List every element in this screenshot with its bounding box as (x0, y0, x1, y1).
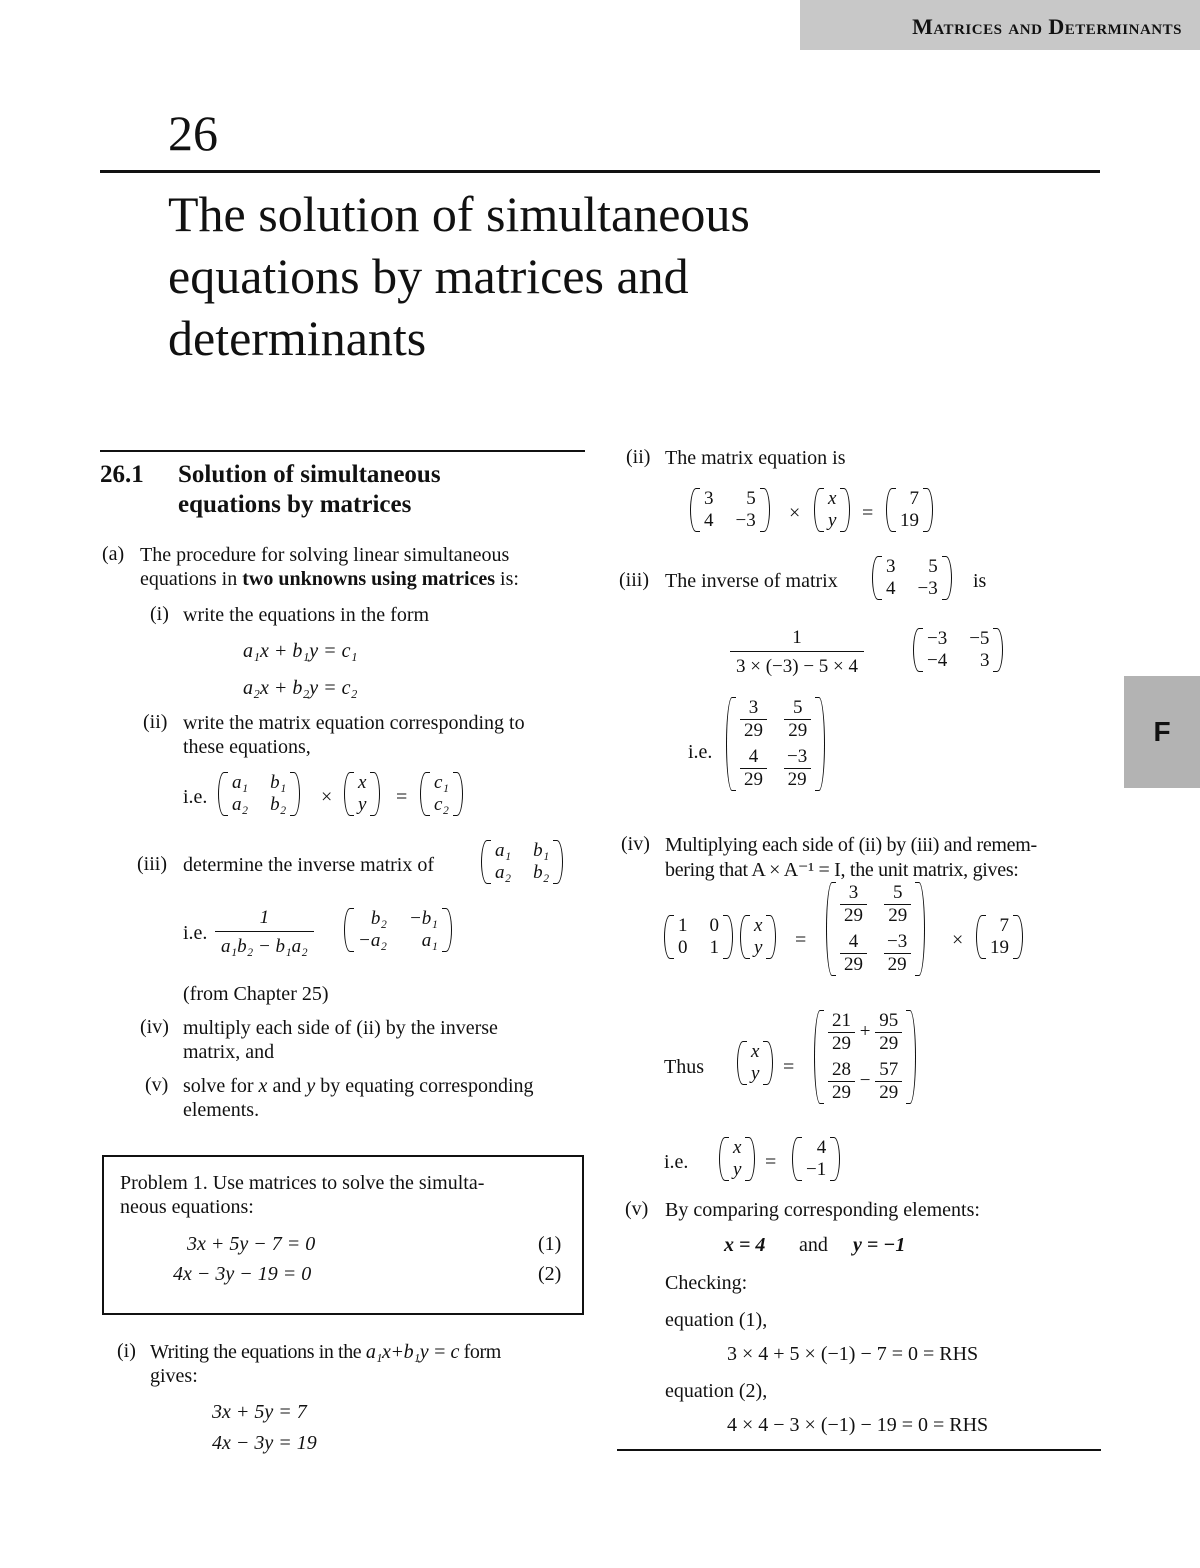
matrix-cell: x (828, 488, 837, 509)
constants-vector (886, 488, 933, 532)
times-sign: × (789, 502, 801, 524)
chapter-title (168, 183, 1068, 369)
matrix-cell: 4 (886, 578, 896, 599)
matrix-cell: 5 (928, 556, 938, 577)
matrix-cell: b₂ (533, 862, 550, 883)
step-text: write the matrix equation corresponding to (183, 712, 525, 734)
ie-label: i.e. (183, 922, 208, 944)
plus-sign: + (859, 1020, 871, 1042)
answer-and: and (799, 1234, 828, 1256)
fraction-numerator: 4 (748, 746, 759, 767)
item-label-a: (a) (102, 543, 125, 565)
fraction-numerator: 3 (848, 882, 859, 903)
matrix-cell: b₁ (533, 840, 550, 861)
fraction-denominator: 29 (784, 768, 811, 791)
matrix-fraction (884, 882, 911, 927)
step-label: (i) (117, 1340, 136, 1362)
solution-equation: 4x − 3y = 19 (212, 1432, 317, 1454)
step-label: (i) (150, 603, 169, 625)
general-equation: a₁x + b₁y = c₁ (243, 640, 358, 662)
checking-label: Checking: (665, 1272, 748, 1294)
result-vector (792, 1137, 840, 1181)
text-run: solve for (183, 1075, 259, 1097)
chapter-rule (100, 170, 1100, 173)
minus-sign: − (859, 1069, 871, 1091)
inverse-matrix (726, 697, 825, 791)
problem-statement: neous equations: (120, 1196, 254, 1218)
check-equation: 4 × 4 − 3 × (−1) − 19 = 0 = RHS (727, 1414, 989, 1436)
chapter-title-line: equations by matrices and (168, 248, 689, 304)
matrix-cell: 7 (999, 915, 1009, 936)
sum-vector (814, 1010, 916, 1104)
step-text: these equations, (183, 736, 311, 758)
constants-vector (420, 772, 463, 816)
matrix-cell: a₁ (232, 772, 249, 793)
matrix-cell: −5 (969, 628, 990, 649)
step-text (183, 1074, 534, 1098)
matrix-cell: 0 (709, 915, 719, 936)
matrix-fraction (784, 697, 811, 742)
thus-label: Thus (664, 1056, 704, 1078)
matrix-fraction (840, 931, 867, 976)
equals-sign: = (783, 1056, 795, 1078)
fraction-numerator: 28 (832, 1059, 851, 1080)
fraction-numerator: −3 (787, 746, 808, 767)
coefficient-matrix (690, 488, 770, 532)
fraction-denominator: 29 (828, 1032, 855, 1055)
matrix-cell: a₁ (421, 930, 438, 951)
matrix-cell: x (358, 772, 367, 793)
coefficient-matrix (872, 556, 952, 600)
fraction-denominator: 29 (740, 768, 767, 791)
matrix-cell: c₂ (434, 794, 450, 815)
step-label: (ii) (143, 711, 168, 733)
matrix-cell: −3 (735, 510, 756, 531)
matrix-cell: b₁ (270, 772, 287, 793)
sum-row (828, 1059, 902, 1104)
fraction-denominator: a₁b₂ − b₁a₂ (215, 931, 314, 960)
emphasis-text: two unknowns using matrices (242, 568, 496, 590)
fraction-numerator: 1 (259, 907, 270, 928)
fraction-denominator: 29 (840, 904, 867, 927)
equals-sign: = (765, 1151, 777, 1173)
matrix-cell: b₂ (370, 908, 387, 929)
fraction-numerator: 57 (879, 1059, 899, 1080)
matrix-fraction (783, 746, 811, 791)
fraction-denominator: 3 × (−3) − 5 × 4 (730, 651, 864, 680)
answer-y: y = −1 (853, 1234, 906, 1256)
step-text: matrix, and (183, 1041, 275, 1063)
section-number: 26.1 (100, 461, 144, 488)
equals-sign: = (795, 929, 807, 951)
ie-label: i.e. (664, 1151, 689, 1173)
step-label: (ii) (626, 446, 651, 468)
fraction-numerator: 21 (832, 1010, 851, 1031)
chapter-number: 26 (168, 105, 218, 161)
matrix-fraction (740, 746, 767, 791)
matrix-cell: 19 (900, 510, 919, 531)
matrix-cell: a₂ (232, 794, 249, 815)
column-end-rule (617, 1449, 1101, 1451)
step-label: (v) (145, 1074, 169, 1096)
problem-equation: 4x − 3y − 19 = 0 (173, 1263, 312, 1285)
variable: x (258, 1075, 268, 1097)
chapter-reference: (from Chapter 25) (183, 983, 329, 1005)
ie-label: i.e. (183, 786, 208, 808)
step-text: multiply each side of (ii) by the inverse (183, 1017, 498, 1039)
matrix-cell: a₂ (495, 862, 512, 883)
step-text: determine the inverse matrix of (183, 854, 435, 876)
step-text: is (973, 570, 987, 592)
fraction-numerator: 95 (879, 1010, 899, 1031)
matrix-fraction (883, 931, 911, 976)
fraction-denominator: 29 (784, 719, 811, 742)
unknowns-vector (814, 488, 850, 532)
fraction-numerator: 4 (848, 931, 859, 952)
section-title-line: Solution of simultaneous (178, 461, 441, 488)
section-title-line: equations by matrices (178, 491, 412, 518)
inverse-scalar (730, 625, 864, 680)
times-sign: × (952, 929, 964, 951)
constants-vector (976, 915, 1023, 959)
coefficient-matrix (481, 840, 563, 884)
math-run: a₁x+b₁y = c (365, 1341, 460, 1363)
fraction-numerator: 1 (792, 627, 802, 648)
step-text: The matrix equation is (665, 447, 846, 469)
matrix-cell: 0 (678, 937, 688, 958)
text-run: and (267, 1075, 307, 1097)
text-run: is: (495, 568, 519, 590)
equation-tag: (1) (538, 1233, 562, 1255)
fraction-denominator: 29 (840, 953, 867, 976)
matrix-fraction (840, 882, 867, 927)
unknowns-vector (740, 915, 776, 959)
matrix-cell: 19 (990, 937, 1009, 958)
matrix-cell: y (754, 937, 763, 958)
equals-sign: = (862, 502, 874, 524)
matrix-cell: 5 (746, 488, 756, 509)
matrix-cell: c₁ (434, 772, 450, 793)
step-text: elements. (183, 1099, 260, 1121)
step-label: (iii) (137, 853, 167, 875)
unknowns-vector (719, 1137, 755, 1181)
solution-equation: 3x + 5y = 7 (212, 1401, 307, 1423)
matrix-cell: 3 (704, 488, 714, 509)
unknowns-vector (737, 1041, 773, 1085)
matrix-cell: 7 (909, 488, 919, 509)
matrix-cell: 1 (678, 915, 688, 936)
matrix-cell: y (733, 1159, 742, 1180)
equation-tag: (2) (538, 1263, 562, 1285)
step-text: The inverse of matrix (665, 570, 838, 592)
fraction-numerator: −3 (887, 931, 908, 952)
running-header (800, 0, 1200, 50)
fraction-denominator: 29 (875, 1081, 902, 1104)
matrix-cell: 4 (704, 510, 714, 531)
step-label: (iv) (140, 1016, 169, 1038)
adjoint-matrix (913, 628, 1003, 672)
check-equation-label: equation (1), (665, 1309, 768, 1331)
matrix-cell: −3 (927, 628, 948, 649)
general-equation: a₂x + b₂y = c₂ (243, 677, 358, 699)
fraction-denominator: 29 (884, 953, 911, 976)
step-text: Multiplying each side of (ii) by (iii) and remem- (665, 834, 1037, 856)
matrix-cell: x (733, 1137, 742, 1158)
step-text: bering that A × A⁻¹ = I, the unit matrix, gives: (665, 859, 1019, 881)
procedure-text: The procedure for solving linear simultaneous (140, 544, 510, 566)
check-equation-label: equation (2), (665, 1380, 768, 1402)
chapter-title-line: determinants (168, 310, 427, 366)
matrix-cell: 3 (979, 650, 990, 671)
section-tab (1124, 676, 1200, 788)
step-label: (iv) (621, 833, 650, 855)
text-run: by equating corresponding (315, 1075, 534, 1097)
matrix-cell: −1 (806, 1159, 827, 1180)
running-title: Matrices and Determinants (912, 14, 1182, 39)
fraction-denominator: 29 (875, 1032, 902, 1055)
section-title (178, 460, 578, 520)
text-run: Writing the equations in the (150, 1341, 366, 1363)
fraction-denominator: 29 (740, 719, 767, 742)
unknowns-vector (344, 772, 380, 816)
matrix-cell: −3 (917, 578, 938, 599)
matrix-cell: y (358, 794, 367, 815)
fraction-denominator: 29 (828, 1081, 855, 1104)
matrix-cell: a₁ (495, 840, 512, 861)
matrix-cell: y (751, 1063, 760, 1084)
matrix-cell: x (754, 915, 763, 936)
coefficient-matrix (218, 772, 300, 816)
variable: y (306, 1075, 316, 1097)
section-tab-letter: F (1153, 716, 1171, 747)
ie-label: i.e. (688, 741, 713, 763)
procedure-text (140, 567, 519, 591)
inverse-scalar (215, 905, 314, 960)
step-label: (v) (625, 1198, 649, 1220)
matrix-cell: −b₁ (408, 908, 438, 929)
step-text: write the equations in the form (183, 604, 430, 626)
matrix-cell: x (751, 1041, 760, 1062)
matrix-fraction (828, 1059, 855, 1104)
text-run: form (459, 1341, 501, 1363)
matrix-fraction (875, 1010, 902, 1055)
section-rule (100, 450, 585, 452)
step-text: By comparing corresponding elements: (665, 1199, 980, 1221)
matrix-cell: b₂ (270, 794, 287, 815)
fraction-numerator: 5 (792, 697, 803, 718)
matrix-fraction (740, 697, 767, 742)
inverse-matrix (826, 882, 925, 976)
fraction-numerator: 5 (892, 882, 903, 903)
fraction-denominator: 29 (884, 904, 911, 927)
fraction-numerator: 3 (748, 697, 759, 718)
equals-sign: = (396, 786, 408, 808)
times-sign: × (321, 786, 333, 808)
identity-matrix (664, 915, 733, 959)
answer-x: x = 4 (724, 1234, 766, 1256)
step-text: gives: (150, 1365, 198, 1387)
step-label: (iii) (619, 569, 649, 591)
inverse-matrix (344, 908, 452, 952)
matrix-fraction (875, 1059, 902, 1104)
check-equation: 3 × 4 + 5 × (−1) − 7 = 0 = RHS (727, 1343, 979, 1365)
sum-row (828, 1010, 902, 1055)
chapter-title-line: The solution of simultaneous (168, 186, 750, 242)
matrix-cell: y (828, 510, 837, 531)
text-run: equations in (140, 568, 243, 590)
matrix-fraction (828, 1010, 855, 1055)
matrix-cell: −a₂ (358, 930, 387, 951)
matrix-cell: 4 (816, 1137, 827, 1158)
matrix-cell: −4 (927, 650, 948, 671)
problem-statement: Problem 1. Use matrices to solve the simulta- (120, 1172, 485, 1194)
problem-equation: 3x + 5y − 7 = 0 (187, 1233, 316, 1255)
matrix-cell: 3 (886, 556, 896, 577)
matrix-cell: 1 (709, 937, 719, 958)
step-text (150, 1340, 501, 1364)
